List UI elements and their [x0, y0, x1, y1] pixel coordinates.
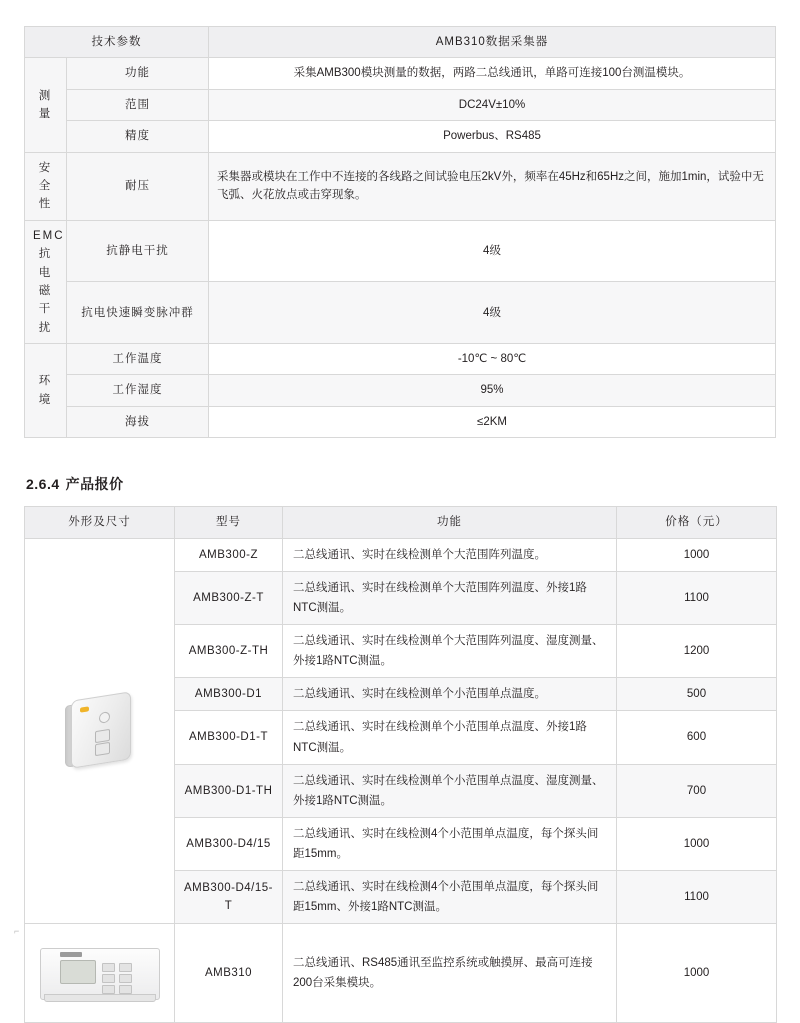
page-corner-mark: ⌐	[14, 926, 20, 936]
spec-row-label: 工作温度	[67, 344, 209, 375]
product-price: 1000	[617, 924, 777, 1023]
table-row	[25, 375, 776, 406]
collector-din-rail	[44, 994, 156, 1002]
product-price: 600	[617, 711, 777, 764]
product-model: AMB300-D4/15	[175, 817, 283, 870]
collector-terminal-block	[100, 962, 140, 980]
price-header-price: 价格（元）	[617, 507, 777, 538]
product-function: 二总线通讯、实时在线检测单个大范围阵列温度。	[283, 538, 617, 571]
product-model: AMB300-Z-T	[175, 571, 283, 624]
spec-row-label: 抗静电干扰	[67, 220, 209, 282]
spec-category-safety: 安全性	[25, 152, 67, 220]
spec-row-value: 95%	[209, 375, 776, 406]
spec-row-label: 精度	[67, 121, 209, 152]
table-row	[25, 538, 777, 571]
module-port-icon	[95, 729, 110, 743]
product-price: 700	[617, 764, 777, 817]
spec-row-label: 抗电快速瞬变脉冲群	[67, 282, 209, 344]
table-row	[25, 89, 776, 120]
table-row	[25, 282, 776, 344]
price-header-model: 型号	[175, 507, 283, 538]
section-heading	[26, 474, 776, 494]
spec-row-label: 海拔	[67, 406, 209, 437]
table-row	[25, 507, 777, 538]
product-function: 二总线通讯、实时在线检测单个大范围阵列温度、湿度测量、外接1路NTC测温。	[283, 625, 617, 678]
table-row	[25, 121, 776, 152]
spec-row-value: 4级	[209, 282, 776, 344]
table-row	[25, 27, 776, 58]
spec-header-device: AMB310数据采集器	[209, 27, 776, 58]
amb310-collector-drawing	[40, 942, 160, 1004]
spec-header-param: 技术参数	[25, 27, 209, 58]
product-model: AMB300-D1	[175, 678, 283, 711]
spec-row-value: DC24V±10%	[209, 89, 776, 120]
product-function: 二总线通讯、实时在线检测4个小范围单点温度，每个探头间距15mm。	[283, 817, 617, 870]
table-row	[25, 58, 776, 89]
product-price: 1000	[617, 538, 777, 571]
product-function: 二总线通讯、实时在线检测单个小范围单点温度。	[283, 678, 617, 711]
table-row	[25, 220, 776, 282]
section-number: 2.6.4	[26, 476, 60, 493]
table-row	[25, 152, 776, 220]
spec-row-label: 工作湿度	[67, 375, 209, 406]
amb300-module-drawing	[61, 688, 139, 774]
product-function: 二总线通讯、实时在线检测4个小范围单点温度，每个探头间距15mm、外接1路NTC测温。	[283, 871, 617, 924]
product-price: 500	[617, 678, 777, 711]
product-image-amb310	[25, 924, 175, 1023]
product-model: AMB310	[175, 924, 283, 1023]
spec-category-emc: EMC抗电磁干扰	[25, 220, 67, 343]
product-price-table	[24, 506, 777, 1023]
spec-row-value: 采集AMB300模块测量的数据，两路二总线通讯，单路可连接100台测温模块。	[209, 58, 776, 89]
module-port-icon	[95, 742, 110, 756]
product-function: 二总线通讯、实时在线检测单个小范围单点温度、外接1路NTC测温。	[283, 711, 617, 764]
product-model: AMB300-Z	[175, 538, 283, 571]
product-price: 1000	[617, 817, 777, 870]
price-header-function: 功能	[283, 507, 617, 538]
product-model: AMB300-D1-T	[175, 711, 283, 764]
spec-row-value: 采集器或模块在工作中不连接的各线路之间试验电压2kV外，频率在45Hz和65Hz之间，施加1min，试验中无飞弧、火花放点或击穿现象。	[209, 152, 776, 220]
product-function: 二总线通讯、RS485通讯至监控系统或触摸屏、最高可连接200台采集模块。	[283, 924, 617, 1023]
collector-display-screen	[60, 960, 96, 984]
spec-row-label: 耐压	[67, 152, 209, 220]
spec-category-measurement: 测量	[25, 58, 67, 152]
product-model: AMB300-D4/15-T	[175, 871, 283, 924]
spec-row-value: 4级	[209, 220, 776, 282]
table-row	[25, 924, 777, 1023]
table-row	[25, 406, 776, 437]
product-price: 1200	[617, 625, 777, 678]
collector-brand-logo	[60, 952, 82, 957]
spec-category-environment: 环境	[25, 344, 67, 438]
spec-row-label: 范围	[67, 89, 209, 120]
product-price: 1100	[617, 571, 777, 624]
product-function: 二总线通讯、实时在线检测单个小范围单点温度、湿度测量、外接1路NTC测温。	[283, 764, 617, 817]
table-row	[25, 344, 776, 375]
technical-parameters-table	[24, 26, 776, 438]
spec-row-value: Powerbus、RS485	[209, 121, 776, 152]
spec-row-value: ≤2KM	[209, 406, 776, 437]
spec-row-label: 功能	[67, 58, 209, 89]
price-header-dimensions: 外形及尺寸	[25, 507, 175, 538]
product-model: AMB300-D1-TH	[175, 764, 283, 817]
product-function: 二总线通讯、实时在线检测单个大范围阵列温度、外接1路NTC测温。	[283, 571, 617, 624]
product-price: 1100	[617, 871, 777, 924]
product-model: AMB300-Z-TH	[175, 625, 283, 678]
document-page	[0, 26, 800, 990]
spec-row-value: -10℃ ~ 80℃	[209, 344, 776, 375]
product-image-amb300	[25, 538, 175, 924]
section-title-text: 产品报价	[65, 476, 124, 493]
